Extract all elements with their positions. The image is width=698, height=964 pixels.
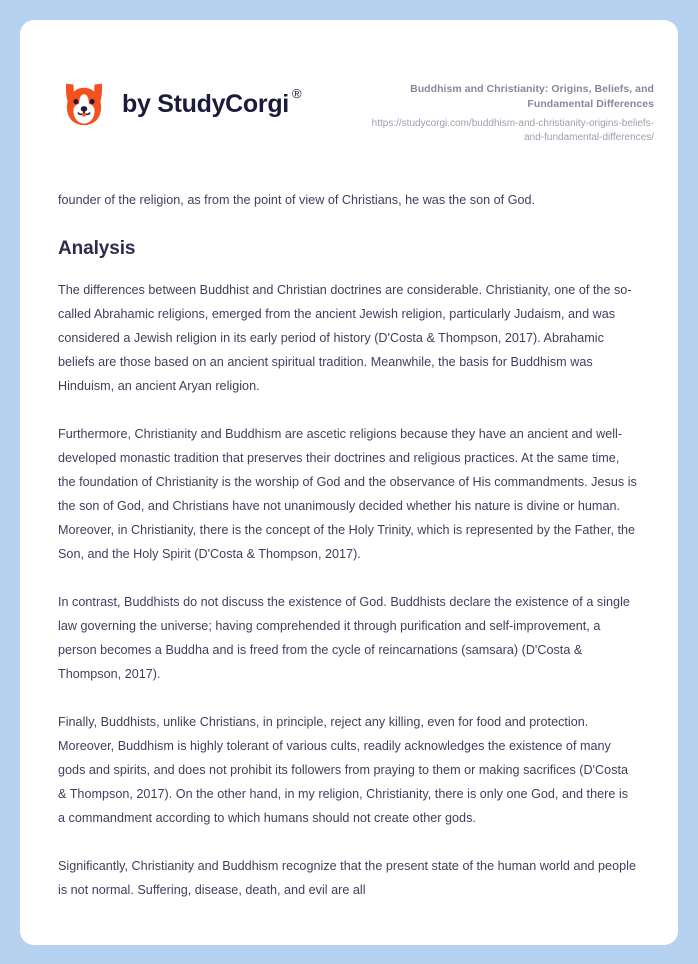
brand-wordmark-text: by StudyCorgi xyxy=(122,89,289,118)
source-url[interactable]: https://studycorgi.com/buddhism-and-christianity-origins-beliefs-and-fundamental-differences/ xyxy=(371,117,654,144)
body-paragraph: Significantly, Christianity and Buddhism recognize that the present state of the human world and people is not normal. Suffering, disease, death, and evil are all xyxy=(58,858,636,897)
brand-wordmark xyxy=(122,85,302,118)
corgi-face-icon xyxy=(58,78,110,130)
document-card xyxy=(20,20,678,945)
lead-paragraph: founder of the religion, as from the point of view of Christians, he was the son of God. xyxy=(58,192,536,207)
body-paragraph: The differences between Buddhist and Christian doctrines are considerable. Christianity, one of the so-called Abrahamic religions, emerged from the ancient Jewish religion, particularly Judaism, and was considered a Jewish religion in its early period of history (D'Costa & Thompson, 2017). Abrahamic beliefs are those based on an ancient spiritual tradition. Meanwhile, the basis for Buddhism was Hinduism, an ancient Aryan religion. xyxy=(58,282,632,393)
document-body xyxy=(20,188,678,902)
page-title: Buddhism and Christianity: Origins, Beliefs, and Fundamental Differences xyxy=(410,83,654,110)
body-paragraph: In contrast, Buddhists do not discuss the existence of God. Buddhists declare the existence of a single law governing the universe; having comprehended it through purification and self-improvement, a person becomes a Buddha and is freed from the cycle of reincarnations (samsara) (D'Costa & Thompson, 2017). xyxy=(58,594,630,681)
section-heading-analysis: Analysis xyxy=(58,237,136,259)
document-header xyxy=(20,20,678,146)
body-paragraph: Finally, Buddhists, unlike Christians, in principle, reject any killing, even for food and protection. Moreover, Buddhism is highly tolerant of various cults, readily acknowledges the existence of many gods and spirits, and does not prohibit its followers from praying to them or making sacrifices (D'Costa & Thompson, 2017). On the other hand, in my religion, Christianity, there is only one God, and there is a commandment according to which humans should not create other gods. xyxy=(58,714,629,825)
registered-trademark-icon: ® xyxy=(291,85,302,101)
body-paragraph: Furthermore, Christianity and Buddhism are ascetic religions because they have an ancient and well-developed monastic tradition that preserves their doctrines and religious practices. At the same time, the foundation of Christianity is the worship of God and the observance of His commandments. Jesus is the son of God, and Christians have not unanimously decided whether his nature is divine or human. Moreover, in Christianity, there is the concept of the Holy Trinity, which is represented by the Father, the Son, and the Holy Spirit (D'Costa & Thompson, 2017). xyxy=(58,426,637,561)
document-meta xyxy=(354,74,654,146)
studycorgi-brand[interactable] xyxy=(58,78,301,130)
